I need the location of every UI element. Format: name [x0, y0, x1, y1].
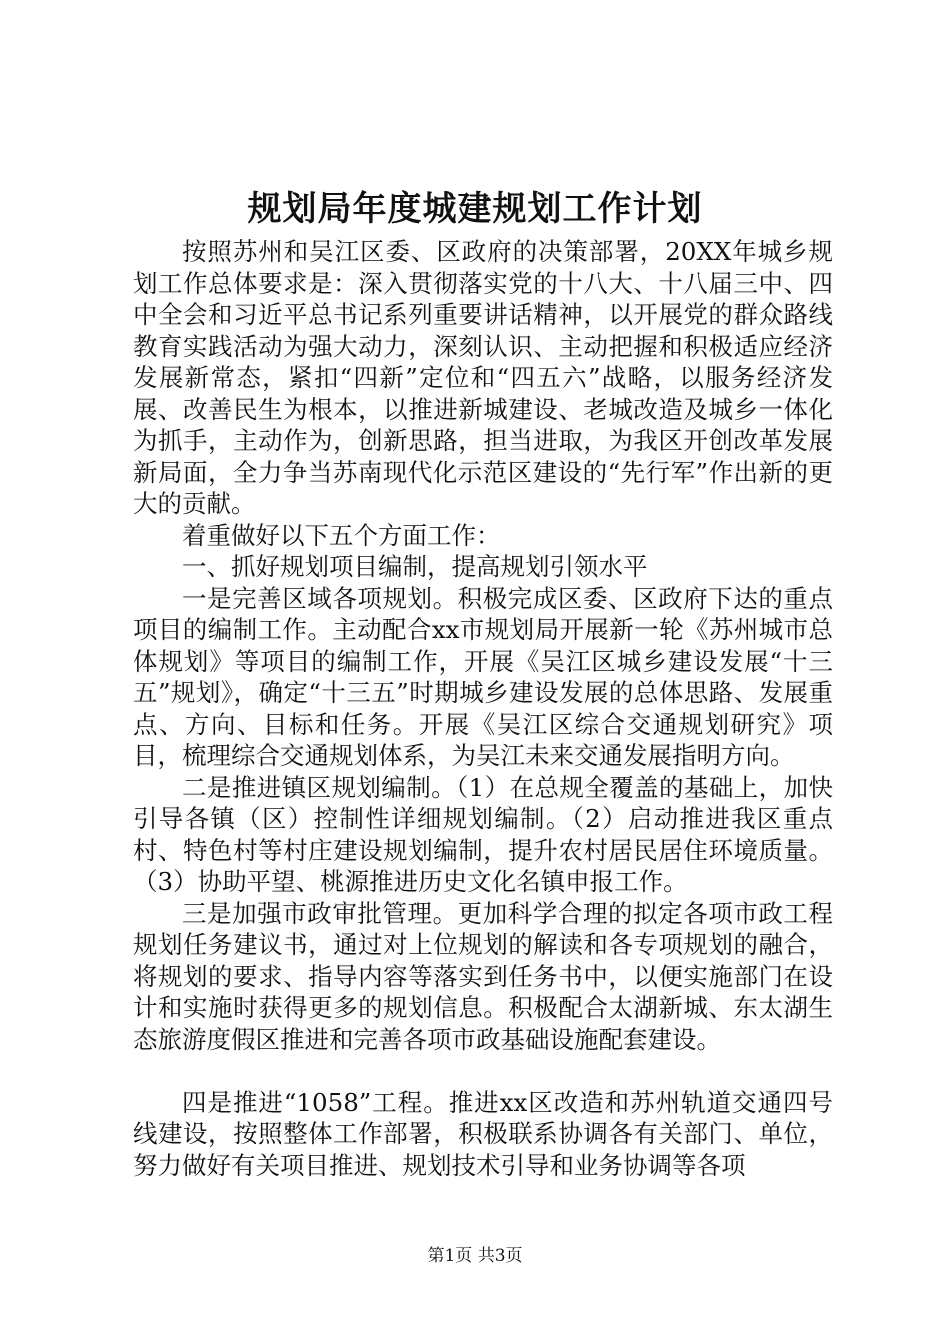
section-heading-1: 一、抓好规划项目编制，提高规划引领水平 [182, 552, 648, 581]
paragraph-item-1: 一是完善区域各项规划。积极完成区委、区政府下达的重点项目的编制工作。主动配合xx市规划局开展新一轮《苏州城市总体规划》等项目的编制工作，开展《吴江区城乡建设发展“十三五”规划》，确定“十三五”时期城乡建设发展的总体思路、发展重点、方向、目标和任务。开展《吴江区综合交通规划研究》项目，梳理综合交通规划体系，为吴江未来交通发展指明方向。 [133, 583, 833, 770]
paragraph-item-2: 二是推进镇区规划编制。（1）在总规全覆盖的基础上，加快引导各镇（区）控制性详细规划编制。（2）启动推进我区重点村、特色村等村庄建设规划编制，提升农村居民居住环境质量。（3）协助平望、桃源推进历史文化名镇申报工作。 [133, 772, 833, 896]
paragraph-item-4: 四是推进“1058”工程。推进xx区改造和苏州轨道交通四号线建设，按照整体工作部署，积极联系协调各有关部门、单位，努力做好有关项目推进、规划技术引导和业务协调等各项 [133, 1087, 833, 1180]
page-indicator: 第1页 共3页 [427, 1246, 523, 1266]
paragraph-intro: 按照苏州和吴江区委、区政府的决策部署，20XX年城乡规划工作总体要求是：深入贯彻落实党的十八大、十八届三中、四中全会和习近平总书记系列重要讲话精神，以开展党的群众路线教育实践活动为强大动力，深刻认识、主动把握和积极适应经济发展新常态，紧扣“四新”定位和“四五六”战略，以服务经济发展、改善民生为根本，以推进新城建设、老城改造及城乡一体化为抓手，主动作为，创新思路，担当进取，为我区开创改革发展新局面，全力争当苏南现代化示范区建设的“先行军”作出新的更大的贡献。 [133, 237, 833, 518]
document-title: 规划局年度城建规划工作计划 [247, 189, 703, 229]
document-body [133, 236, 833, 1181]
paragraph-focus: 着重做好以下五个方面工作： [182, 520, 501, 550]
paragraph-item-3: 三是加强市政审批管理。更加科学合理的拟定各项市政工程规划任务建议书，通过对上位规划的解读和各专项规划的融合，将规划的要求、指导内容等落实到任务书中，以便实施部门在设计和实施时获得更多的规划信息。积极配合太湖新城、东太湖生态旅游度假区推进和完善各项市政基础设施配套建设。 [133, 898, 833, 1054]
